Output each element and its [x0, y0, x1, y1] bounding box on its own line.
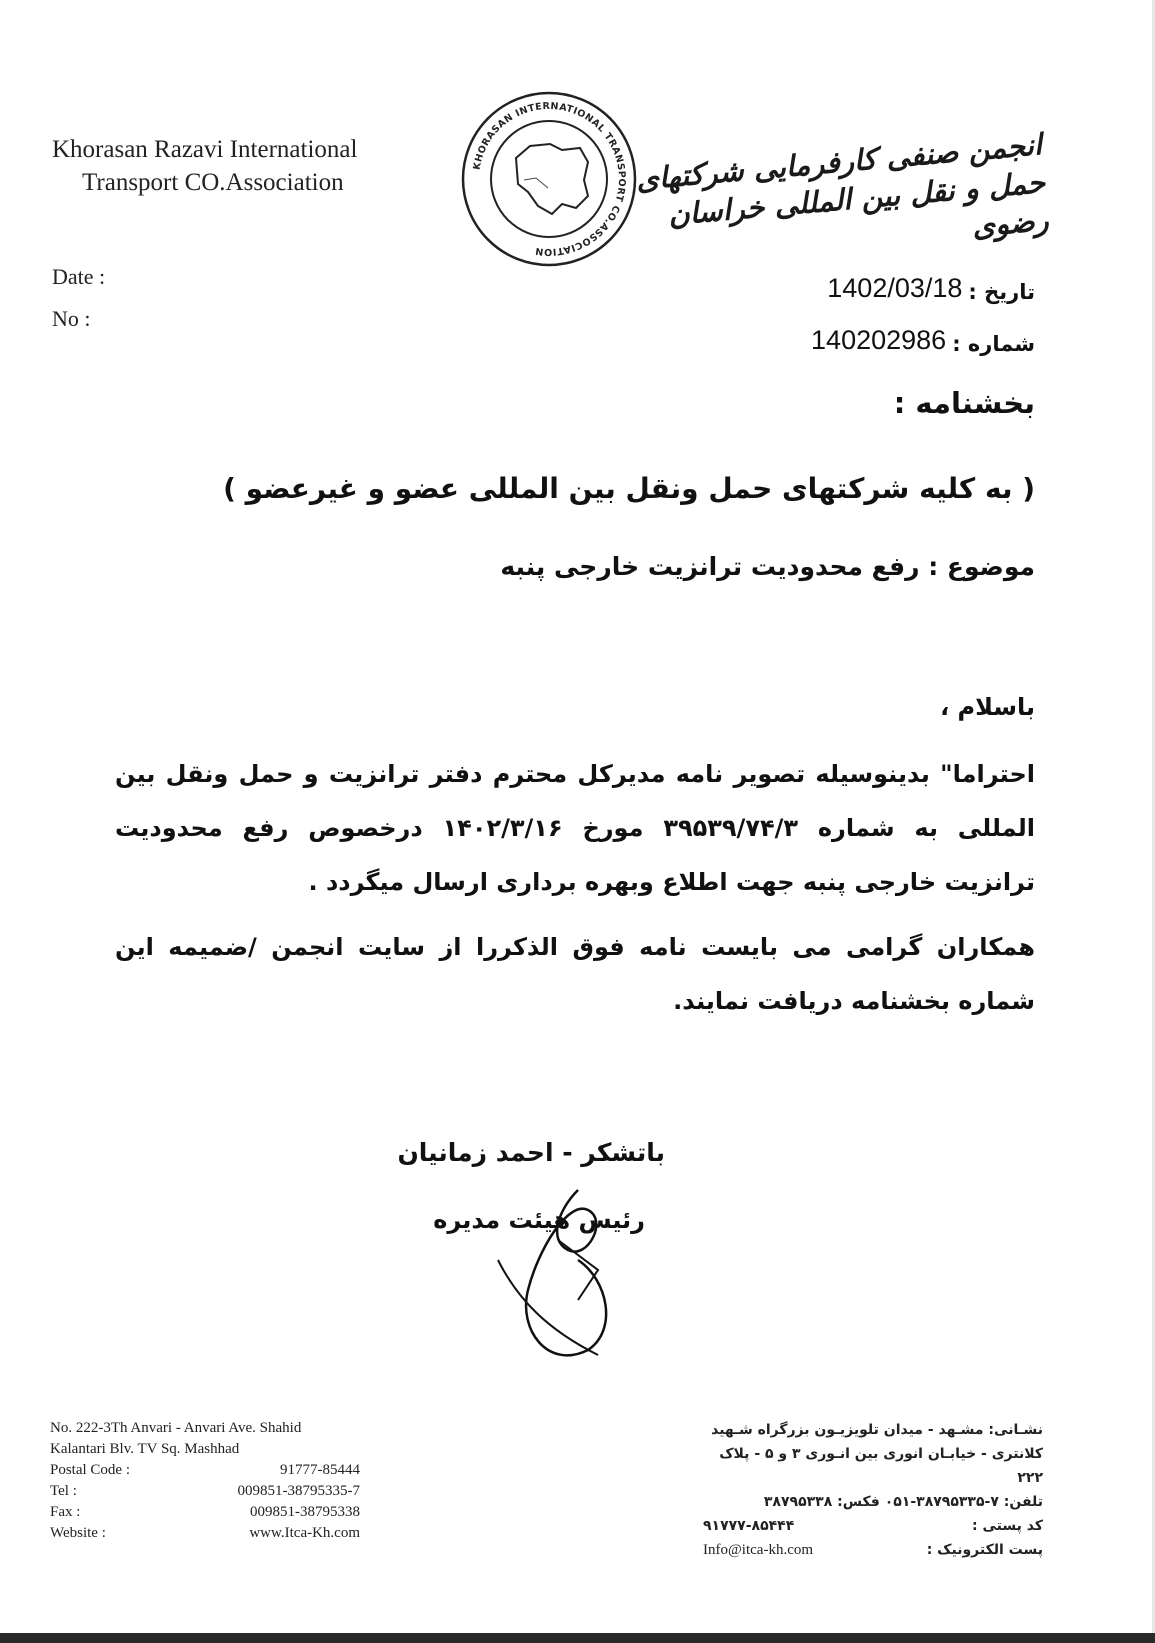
- email-label-fa: پست الکترونیک :: [926, 1542, 1043, 1558]
- footer-email-fa-row: [703, 1538, 1043, 1562]
- number-value: 140202986: [811, 325, 947, 355]
- subject-line: موضوع : رفع محدودیت ترانزیت خارجی پنبه: [500, 552, 1035, 581]
- english-meta-labels: [52, 256, 105, 340]
- scan-bottom-border: [0, 1633, 1155, 1643]
- addressee: ( به کلیه شرکتهای حمل ونقل بین المللی عضو و غیرعضو ): [223, 472, 1035, 505]
- fax-label-en: Fax :: [50, 1504, 81, 1520]
- org-name-en-line1: Khorasan Razavi International: [52, 136, 358, 163]
- footer-address-fa-line1: نشـانی: مشـهد - میدان تلویزیـون بزرگراه شـهید: [711, 1422, 1043, 1438]
- number-label-fa: شماره :: [952, 332, 1035, 356]
- footer-tel-row: [50, 1481, 360, 1502]
- org-name-english: [52, 133, 452, 199]
- date-value: 1402/03/18: [827, 273, 963, 303]
- footer-postal-fa-row: [703, 1514, 1043, 1538]
- number-row: [715, 304, 1035, 356]
- website-label-en: Website :: [50, 1525, 106, 1541]
- footer-address-en: No. 222-3Th Anvari - Anvari Ave. Shahid Kalantari Blv. TV Sq. Mashhad: [50, 1420, 302, 1457]
- handwritten-signature: [458, 1180, 658, 1370]
- footer-address-fa-line2: کلانتری - خیابـان انوری بین انـوری ۳ و ۵ - پلاک ۲۲۲: [719, 1446, 1043, 1486]
- footer-phone-fa: تلفن: ۷-۳۸۷۹۵۳۳۵-۰۵۱ فکس: ۳۸۷۹۵۳۳۸: [763, 1494, 1043, 1510]
- footer-fax-row: [50, 1502, 360, 1523]
- svg-text:KHORASAN INTERNATIONAL TRANSPO: KHORASAN INTERNATIONAL TRANSPORT CO.ASSOCIATION: [471, 100, 628, 258]
- postal-value-en: 91777-85444: [280, 1462, 360, 1478]
- signer-position: رئیس هیئت مدیره: [433, 1206, 645, 1234]
- postal-label-en: Postal Code :: [50, 1462, 131, 1478]
- footer-website-row: [50, 1523, 360, 1544]
- org-name-en-line2: Transport CO.Association: [82, 169, 344, 196]
- footer-persian: [703, 1418, 1043, 1562]
- tel-value-en: 009851-38795335-7: [237, 1483, 360, 1499]
- body-paragraph-1: احتراما" بدینوسیله تصویر نامه مدیرکل محترم دفتر ترانزیت و حمل ونقل بین المللی به شماره ۳۹۵۳۹/۷۴/۳ مورخ ۱۴۰۲/۳/۱۶ درخصوص رفع محدودیت ترانزیت خارجی پنبه جهت اطلاع وبهره برداری ارسال میگردد .: [115, 760, 1036, 896]
- circular-title: بخشنامه :: [893, 386, 1035, 420]
- date-row: [715, 252, 1035, 304]
- postal-value-fa: ۹۱۷۷۷-۸۵۴۴۴: [703, 1518, 795, 1534]
- footer-english: [50, 1418, 360, 1544]
- date-label-fa: تاریخ :: [968, 280, 1035, 304]
- persian-meta: [715, 252, 1035, 356]
- date-label-en: Date :: [52, 264, 106, 289]
- fax-value-en: 009851-38795338: [250, 1504, 360, 1520]
- closing-regards: باتشکر - احمد زمانیان: [397, 1138, 665, 1167]
- website-value-en: www.Itca-Kh.com: [249, 1525, 360, 1541]
- footer-postal-row: [50, 1460, 360, 1481]
- greeting: باسلام ،: [940, 693, 1035, 721]
- postal-label-fa: کد پستی :: [972, 1518, 1043, 1534]
- body-paragraph-2: همکاران گرامی می بایست نامه فوق الذکررا از سایت انجمن /ضمیمه این شماره بخشنامه دریافت نمایند.: [115, 933, 1035, 1015]
- tel-label-en: Tel :: [50, 1483, 77, 1499]
- number-label-en: No :: [52, 306, 91, 331]
- org-name-persian: انجمن صنفی کارفرمایی شرکتهای حمل و نقل بین المللی خراسان رضوی: [634, 127, 1050, 244]
- email-value: Info@itca-kh.com: [703, 1542, 814, 1558]
